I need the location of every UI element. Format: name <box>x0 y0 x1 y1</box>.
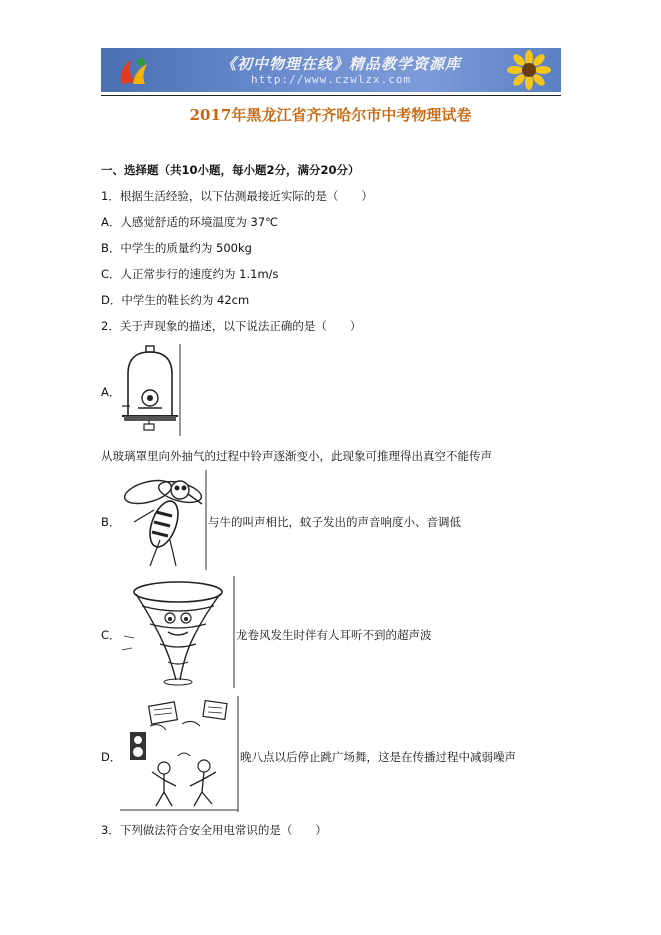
sunflower-icon <box>507 50 551 90</box>
question-2-option-a-letter: A． <box>101 385 121 399</box>
question-1-stem: 1．根据生活经验，以下估测最接近实际的是（ ） <box>101 189 373 203</box>
section-heading: 一、选择题（共10小题，每小题2分，满分20分） <box>101 163 360 177</box>
square-dance-image <box>120 696 240 812</box>
logo-icon <box>115 54 155 88</box>
question-2-option-b-text: 与牛的叫声相比，蚊子发出的声音响度小、音调低 <box>208 515 461 529</box>
question-1-option-d: D．中学生的鞋长约为 42cm <box>101 293 250 307</box>
question-2-option-b-letter: B． <box>101 515 121 529</box>
tornado-image <box>120 576 236 688</box>
question-3-stem: 3．下列做法符合安全用电常识的是（ ） <box>101 823 327 837</box>
mosquito-image <box>120 470 208 570</box>
banner-title: 《初中物理在线》精品教学资源库 <box>221 55 462 73</box>
question-2-option-d-text: 晚八点以后停止跳广场舞，这是在传播过程中减弱噪声 <box>240 750 516 764</box>
bell-jar-image <box>118 344 182 436</box>
banner-url[interactable]: http://www.czwlzx.com <box>251 73 412 86</box>
question-2-option-d-letter: D． <box>101 750 122 764</box>
page-title: 2017年黑龙江省齐齐哈尔市中考物理试卷 <box>189 106 472 124</box>
question-2-option-c-text: 龙卷风发生时伴有人耳听不到的超声波 <box>236 628 432 642</box>
question-2-option-a-text: 从玻璃罩里向外抽气的过程中铃声逐渐变小，此现象可推理得出真空不能传声 <box>101 449 492 463</box>
question-1-option-a: A．人感觉舒适的环境温度为 37℃ <box>101 215 279 229</box>
header-rule <box>101 95 561 96</box>
question-1-option-b: B．中学生的质量约为 500kg <box>101 241 252 255</box>
question-2-stem: 2．关于声现象的描述，以下说法正确的是（ ） <box>101 319 362 333</box>
header-banner <box>101 48 561 92</box>
question-2-option-c-letter: C． <box>101 628 121 642</box>
question-1-option-c: C．人正常步行的速度约为 1.1m/s <box>101 267 279 281</box>
